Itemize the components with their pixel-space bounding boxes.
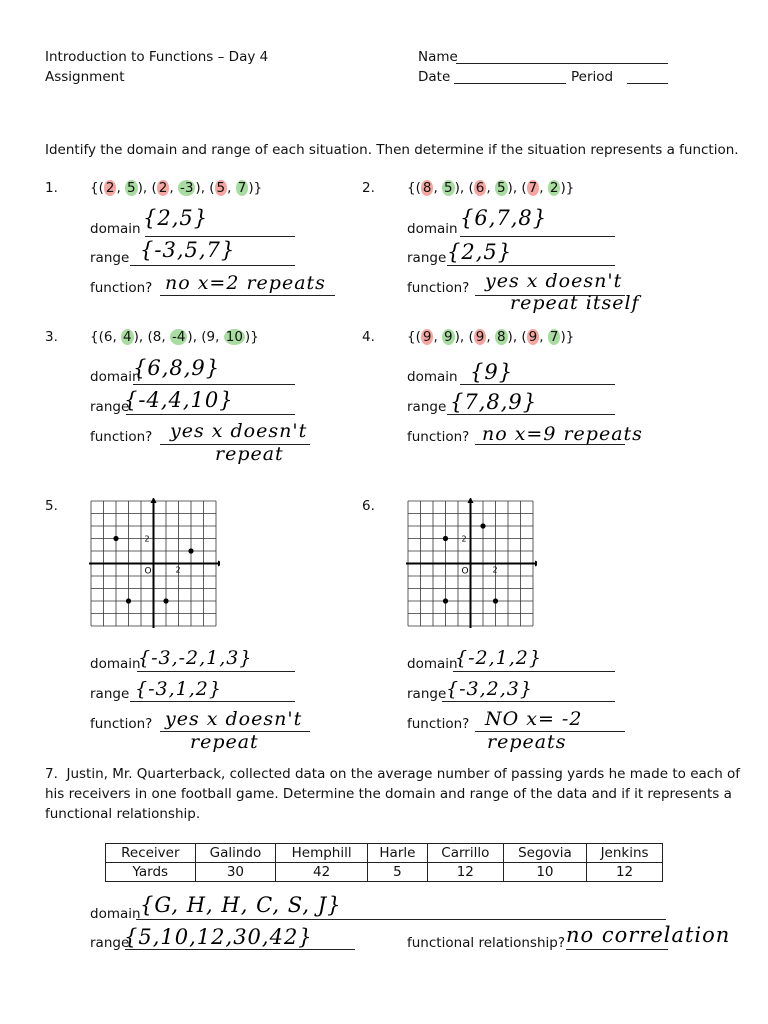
y-value: -4 [171,329,186,345]
y-value: 7 [549,329,559,345]
data-point [126,598,131,603]
coordinate-graph [405,498,537,630]
domain-line[interactable] [460,236,615,237]
problem-7-line3: functional relationship. [45,806,201,822]
range-answer: {5,10,12,30,42} [124,925,313,949]
domain-label: domain [90,369,141,385]
table-cell: 42 [276,863,368,882]
domain-answer: {2,5} [143,206,209,230]
problem-7-line1 [45,766,740,782]
problem-number: 1. [45,180,58,196]
ordered-pairs: {(6, 4 ), (8, -4 ), (9, 10 )} [90,329,259,345]
function-label: function? [90,429,153,445]
domain-answer: {G, H, H, C, S, J} [140,893,342,917]
range-line[interactable] [447,265,615,266]
y-value: -3 [179,180,194,196]
range-line[interactable] [126,414,295,415]
function-label: function? [90,716,153,732]
table-cell: 12 [427,863,503,882]
table-row [106,863,663,882]
range-line[interactable] [447,414,615,415]
table-header-cell: Jenkins [587,844,663,863]
domain-answer: {-2,1,2} [455,647,542,669]
ordered-pairs: {( 8 , 5 ), ( 6 , 5 ), ( 7 , 2 )} [407,180,575,196]
range-label: range [407,399,447,415]
relationship-answer: no correlation [566,923,731,947]
y-value: 4 [123,329,132,345]
problem-7-line2: his receivers in one football game. Determine the domain and range of the data and if it represents a [45,786,732,802]
function-answer: yes x doesn't [170,420,308,442]
date-line[interactable] [454,83,566,84]
receiver-table [105,843,663,882]
range-answer: {2,5} [447,240,513,264]
x-axis-arrow [218,561,220,567]
table-header-cell: Segovia [503,844,586,863]
y-tick-label: 2 [461,534,467,544]
function-answer-continued: repeat [190,731,259,753]
data-point [493,598,498,603]
y-value: 10 [225,329,243,345]
problem-number: 2. [362,180,375,196]
table-cell: Yards [106,863,196,882]
range-answer: {-3,5,7} [140,238,236,262]
function-answer: no x=9 repeats [482,423,643,445]
period-line[interactable] [627,83,668,84]
range-label: range [407,686,447,702]
function-label: function? [407,429,470,445]
range-label: range [90,935,130,951]
y-value: 7 [237,180,247,196]
ordered-pairs: {( 9 , 9 ), ( 9 , 8 ), ( 9 , 7 )} [407,329,575,345]
range-answer: {7,8,9} [450,390,538,414]
function-label: function? [407,280,470,296]
x-value: 8 [152,329,162,345]
range-line[interactable] [125,949,355,950]
table-header-cell: Carrillo [427,844,503,863]
y-tick-label: 2 [144,534,150,544]
problem-number: 6. [362,498,375,514]
domain-label: domain [407,221,458,237]
origin-label: O [144,566,152,577]
range-answer: {-3,1,2} [135,678,222,700]
table-header-cell: Receiver [106,844,196,863]
domain-label: domain [90,656,141,672]
x-value: 2 [105,180,115,196]
domain-answer: {-3,-2,1,3} [138,647,253,669]
domain-answer: {6,7,8} [460,206,548,230]
function-label: function? [407,716,470,732]
x-value: 9 [422,329,432,345]
relationship-line[interactable] [566,949,668,950]
y-axis-arrow [468,498,474,503]
table-cell: 5 [367,863,427,882]
table-header-cell: Harle [367,844,427,863]
range-line[interactable] [442,701,615,702]
y-value: 2 [549,180,559,196]
problem-text: Justin, Mr. Quarterback, collected data on the average number of passing yards he made to each of [66,766,741,782]
function-answer: NO x= -2 [485,708,583,730]
x-axis-arrow [535,561,537,567]
function-answer: yes x doesn't [485,270,623,292]
data-point [443,536,448,541]
function-answer-continued: repeat itself [510,292,640,314]
name-label: Name [418,49,458,65]
data-point [188,548,193,553]
y-value: 5 [496,180,506,196]
range-line[interactable] [130,701,295,702]
worksheet-subtitle: Assignment [45,69,125,85]
functional-relationship-label: functional relationship? [407,935,565,951]
range-label: range [90,399,130,415]
function-answer-continued: repeat [215,443,284,465]
domain-line[interactable] [460,384,615,385]
origin-label: O [461,566,469,577]
x-value: 9 [475,329,485,345]
function-label: function? [90,280,153,296]
data-point [163,598,168,603]
range-label: range [90,250,130,266]
x-value: 2 [158,180,168,196]
function-answer: yes x doesn't [165,708,303,730]
date-label: Date [418,69,451,85]
x-value: 9 [206,329,216,345]
table-header-cell: Hemphill [276,844,368,863]
function-answer: no x=2 repeats [165,272,326,294]
range-answer: {-3,2,3} [446,678,533,700]
name-line[interactable] [456,63,668,64]
y-value: 9 [444,329,453,345]
domain-answer: {6,8,9} [133,356,221,380]
x-value: 7 [528,180,538,196]
domain-line[interactable] [145,236,295,237]
x-value: 5 [216,180,226,196]
domain-line[interactable] [453,671,615,672]
problem-number: 3. [45,329,58,345]
table-cell: 12 [587,863,663,882]
domain-line[interactable] [137,671,295,672]
coordinate-graph [88,498,220,630]
range-label: range [407,250,447,266]
x-value: 8 [422,180,432,196]
domain-line[interactable] [133,384,295,385]
ordered-pairs: {( 2 , 5 ), ( 2 , -3 ), ( 5 , 7 )} [90,180,263,196]
range-line[interactable] [130,265,295,266]
table-cell: 10 [503,863,586,882]
domain-line[interactable] [136,919,666,920]
domain-label: domain [90,221,141,237]
x-tick-label: 2 [492,565,498,575]
x-value: 9 [528,329,538,345]
domain-label: domain [407,369,458,385]
domain-label: domain [90,906,141,922]
period-label: Period [571,69,614,85]
x-tick-label: 2 [175,565,181,575]
domain-answer: {9} [470,360,514,384]
data-point [480,523,485,528]
y-value: 5 [127,180,136,196]
data-point [443,598,448,603]
y-value: 8 [496,329,506,345]
problem-number: 4. [362,329,375,345]
problem-number: 7. [45,766,58,782]
table-cell: 30 [195,863,276,882]
table-header-cell: Galindo [195,844,276,863]
data-point [113,536,118,541]
worksheet-title: Introduction to Functions – Day 4 [45,49,269,65]
y-value: 5 [444,180,453,196]
problem-number: 5. [45,498,58,514]
range-label: range [90,686,130,702]
function-line[interactable] [160,295,335,296]
table-row [106,844,663,863]
domain-label: domain [407,656,458,672]
range-answer: {-4,4,10} [124,388,234,412]
instructions: Identify the domain and range of each situation. Then determine if the situation represents a function. [45,142,739,158]
y-axis-arrow [151,498,157,503]
function-answer-continued: repeats [487,731,567,753]
x-value: 6 [103,329,113,345]
x-value: 6 [475,180,485,196]
